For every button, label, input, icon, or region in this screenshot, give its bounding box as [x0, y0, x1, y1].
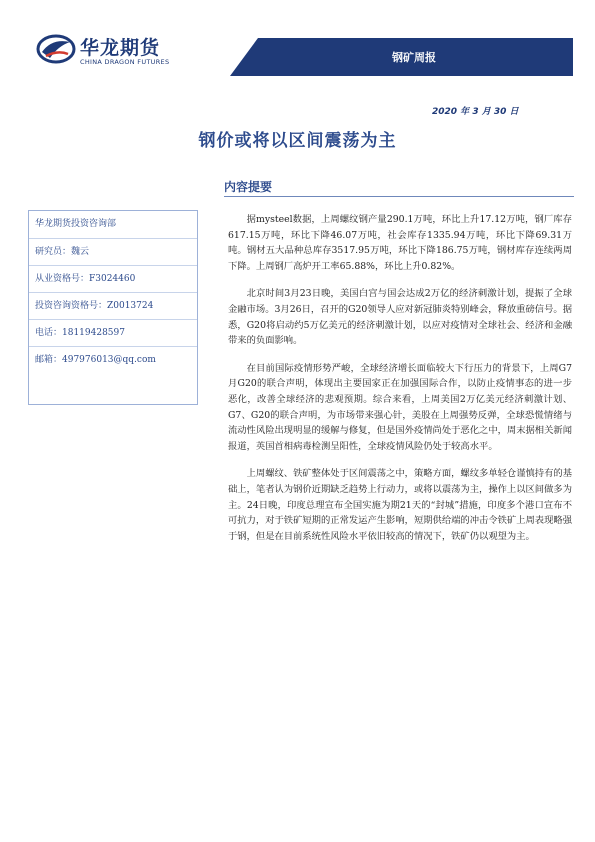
summary-heading: 内容提要 — [224, 180, 273, 194]
analyst-name: 研究员：魏云 — [29, 239, 197, 266]
qualification-number: 从业资格号：F3024460 — [29, 266, 197, 293]
dragon-logo-icon — [36, 32, 76, 66]
brand-name-en: CHINA DRAGON FUTURES — [80, 58, 170, 66]
report-date: 2020 年 3 月 30 日 — [432, 107, 519, 117]
paragraph-inventory: 据mysteel数据，上周螺纹钢产量290.1万吨，环比上升17.12万吨，钢厂库存617.15万吨，环比下降46.07万吨，社会库存1335.94万吨，环比下降69.31万吨。钢材五大品种总库存3517.95万吨，环比下降186.75万吨，钢材库存连续两周下降。上周钢厂高炉开工率65.88%，环比上升0.82%。 — [228, 214, 572, 272]
report-title: 钢价或将以区间震荡为主 — [198, 131, 397, 151]
summary-content — [228, 212, 572, 556]
consulting-license-number: 投资咨询资格号：Z0013724 — [29, 293, 197, 320]
phone-number: 电话：18119428597 — [29, 320, 197, 347]
analyst-info-box — [28, 210, 198, 405]
paragraph-global-outlook: 在目前国际疫情形势严峻，全球经济增长面临较大下行压力的背景下，上周G7月G20的联合声明，体现出主要国家正在加强国际合作，以防止疫情事态的进一步恶化，改善全球经济的悲观预期。综合来看，上周美国2万亿美元经济刺激计划、G7、G20的联合声明，为市场带来强心针，美股在上周强势反弹，全球恐慌情绪与流动性风险出现明显的缓解与修复，但是国外疫情尚处于恶化之中，周末据相关新闻报道，英国首相病毒检测呈阳性，全球疫情风险仍处于较高水平。 — [228, 362, 572, 452]
brand-name-cn: 华龙期货 — [80, 37, 161, 59]
department-name: 华龙期货投资咨询部 — [29, 211, 197, 239]
email-address: 邮箱：497976013@qq.com — [35, 355, 156, 365]
paragraph-stimulus: 北京时间3月23日晚，美国白宫与国会达成2万亿的经济刺激计划，提振了全球金融市场。3月26日，召开的G20领导人应对新冠肺炎特别峰会，释放重磅信号。据悉，G20将启动约5万亿美元的经济刺激计划，以应对疫情对全球社会、经济和金融带来的负面影响。 — [228, 288, 572, 347]
company-logo — [36, 28, 206, 74]
report-type-label: 钢矿周报 — [392, 51, 436, 64]
paragraph-strategy: 上周螺纹、铁矿整体处于区间震荡之中，策略方面，螺纹多单轻仓谨慎持有的基础上，笔者认为钢价近期缺乏趋势上行动力，或将以震荡为主，操作上以区间做多为主。24日晚，印度总理宣布全国实施为期21天的“封城”措施，印度多个港口宣布不可抗力，对于铁矿短期的正常发运产生影响，短期供给端的冲击令铁矿上周表现略强于钢，但是在目前系统性风险水平依旧较高的情况下，铁矿仍以观望为主。 — [228, 468, 572, 542]
section-divider — [224, 196, 574, 197]
